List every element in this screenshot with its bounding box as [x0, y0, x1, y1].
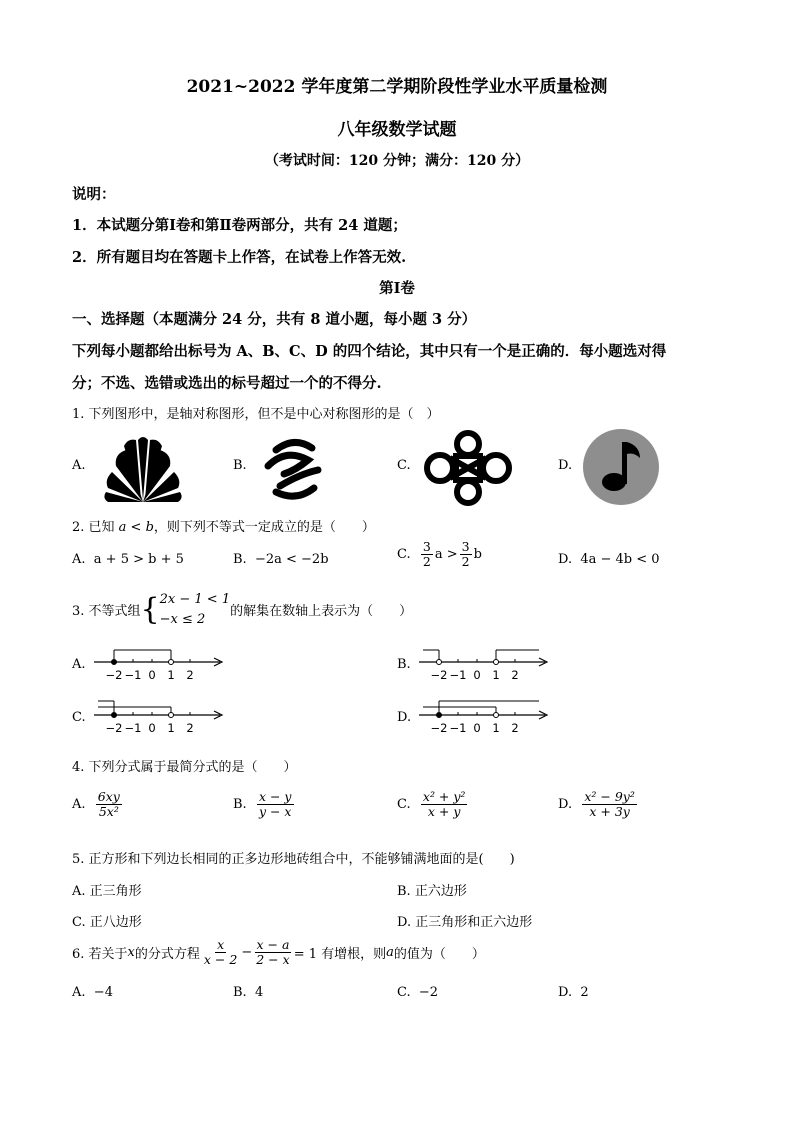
number-line-tick-label: −1 — [124, 668, 142, 682]
q3-number-line-c — [92, 693, 227, 738]
q6-option-c-text: −2 — [418, 985, 439, 1000]
number-line-tick-label: −1 — [124, 721, 142, 735]
q2-c-frac2-den: 2 — [461, 554, 470, 570]
q2-option-c-label: C. — [397, 547, 411, 563]
q2-c-frac2-num: 3 — [461, 539, 470, 554]
q6-stem-prefix: 6. 若关于 — [72, 947, 128, 963]
q4-option-a — [72, 790, 124, 820]
number-line-tick-label: 1 — [492, 668, 500, 682]
q1-stem: 1. 下列图形中，是轴对称图形，但不是中心对称图形的是（ ） — [72, 407, 440, 422]
number-line-tick-label: 0 — [473, 668, 481, 682]
q3-stem-suffix: 的解集在数轴上表示为（ ） — [230, 604, 413, 619]
q6-stem-mid: 的分式方程 — [134, 947, 200, 963]
solid-dot — [437, 713, 442, 718]
q4-b-den: y − x — [258, 804, 292, 820]
number-line-tick-label: −2 — [105, 721, 123, 735]
q3-number-line-d — [417, 693, 552, 738]
q6-option-b-text: 4 — [254, 985, 264, 1000]
q6-option-c-label: C. — [397, 985, 411, 1000]
volume-title: 第Ⅰ卷 — [379, 280, 415, 297]
q3-number-line-b — [417, 640, 552, 685]
open-dot — [494, 660, 499, 665]
q6-eq: = 1 有增根，则 — [293, 947, 387, 963]
number-line-tick-label: −1 — [449, 668, 467, 682]
q6-option-c — [397, 985, 438, 1000]
q4-d-num: x² − 9y² — [584, 789, 635, 804]
china-unicom-logo-icon — [420, 430, 516, 506]
q6-frac2-num: x − a — [256, 937, 290, 952]
q3-option-b-label: B. — [397, 657, 411, 672]
number-line-tick-label: −1 — [449, 721, 467, 735]
q4-option-b-label: B. — [233, 797, 247, 813]
q1-option-b-label: B. — [233, 458, 247, 473]
q6-option-a-text: −4 — [93, 985, 113, 1000]
q1-option-c-label: C. — [397, 458, 411, 473]
q2-option-d — [558, 552, 660, 567]
section-heading: 一、选择题（本题满分 24 分，共有 8 道小题，每小题 3 分） — [72, 311, 477, 328]
section-instruction-1: 下列每小题都给出标号为 A、B、C、D 的四个结论，其中只有一个是正确的．每小题选对得 — [72, 343, 667, 360]
china-mobile-logo-icon — [256, 430, 332, 506]
number-line-tick-label: 0 — [473, 721, 481, 735]
q4-option-d-label: D. — [558, 797, 573, 813]
q6-frac1-num: x — [217, 937, 225, 952]
q6-stem — [72, 938, 485, 968]
music-note-icon — [582, 428, 660, 506]
q2-option-a-text: a + 5 > b + 5 — [93, 552, 184, 567]
q2-stem — [72, 516, 375, 535]
q1-option-a-label: A. — [72, 458, 86, 473]
open-dot — [169, 713, 174, 718]
q4-d-den: x + 3y — [589, 804, 630, 820]
number-line-tick-label: 1 — [492, 721, 500, 735]
q4-option-c — [397, 790, 469, 820]
q2-stem-prefix: 2. 已知 — [72, 520, 119, 535]
q4-option-b — [233, 790, 296, 820]
exam-info: （考试时间：120 分钟；满分：120 分） — [264, 153, 530, 169]
number-line-tick-label: −2 — [105, 668, 123, 682]
q6-option-d — [558, 985, 589, 1000]
q2-option-b-label: B. — [233, 552, 247, 567]
q5-option-a: A. 正三角形 — [72, 884, 142, 899]
q4-a-den: 5x² — [98, 804, 119, 820]
number-line-tick-label: −2 — [430, 721, 448, 735]
q2-option-b-text: −2a < −2b — [254, 552, 329, 567]
q2-option-c — [397, 540, 482, 570]
q4-option-c-label: C. — [397, 797, 411, 813]
q6-option-a-label: A. — [72, 985, 86, 1000]
q3-stem-prefix: 3. 不等式组 — [72, 604, 141, 619]
q6-frac2-den: 2 − x — [256, 952, 290, 968]
number-line-tick-label: −2 — [430, 668, 448, 682]
q4-stem: 4. 下列分式属于最简分式的是（ ） — [72, 760, 297, 775]
q6-option-a — [72, 985, 113, 1000]
q6-var-x: x — [127, 945, 135, 961]
q2-stem-math: a < b — [118, 520, 154, 535]
q1-option-d-label: D. — [558, 458, 573, 473]
number-line-tick-label: 1 — [167, 721, 175, 735]
number-line-tick-label: 2 — [186, 668, 194, 682]
q2-c-frac1-num: 3 — [422, 539, 431, 554]
q3-stem — [72, 590, 412, 629]
q6-stem-suffix: 的值为（ ） — [393, 947, 485, 963]
section-instruction-2: 分；不选、选错或选出的标号超过一个的不得分. — [72, 375, 382, 392]
q4-option-d — [558, 790, 639, 820]
exam-subtitle: 八年级数学试题 — [337, 120, 457, 140]
number-line-tick-label: 2 — [511, 721, 519, 735]
q3-option-d-label: D. — [397, 710, 412, 725]
q3-inequality-1: 2x − 1 < 1 — [159, 592, 231, 607]
notes-heading: 说明： — [72, 186, 116, 203]
open-dot — [437, 660, 442, 665]
q5-option-b: B. 正六边形 — [397, 884, 467, 899]
q3-option-a-label: A. — [72, 657, 86, 672]
q2-c-end: b — [473, 547, 482, 563]
q4-c-den: x + y — [427, 804, 461, 820]
number-line-tick-label: 2 — [186, 721, 194, 735]
q3-inequality-2: −x ≤ 2 — [159, 611, 206, 627]
q2-c-frac1-den: 2 — [422, 554, 431, 570]
note-1: 1．本试题分第Ⅰ卷和第Ⅱ卷两部分，共有 24 道题； — [72, 217, 407, 234]
q2-option-a-label: A. — [72, 552, 86, 567]
q3-option-c-label: C. — [72, 710, 86, 725]
number-line-tick-label: 0 — [148, 721, 156, 735]
q5-stem: 5. 正方形和下列边长相同的正多边形地砖组合中，不能够铺满地面的是( ) — [72, 852, 515, 867]
q5-option-d: D. 正三角形和正六边形 — [397, 915, 533, 930]
q2-option-b — [233, 552, 329, 567]
note-2: 2．所有题目均在答题卡上作答，在试卷上作答无效. — [72, 249, 407, 266]
solid-dot — [112, 660, 117, 665]
q6-minus: − — [241, 945, 253, 961]
q2-stem-suffix: ，则下列不等式一定成立的是（ ） — [153, 520, 375, 535]
q3-system — [160, 590, 230, 629]
q6-option-d-text: 2 — [580, 985, 589, 1000]
q4-a-num: 6xy — [97, 789, 120, 804]
q5-option-c: C. 正八边形 — [72, 915, 142, 930]
q2-option-d-text: 4a − 4b < 0 — [580, 552, 660, 567]
q2-c-mid: a > — [434, 547, 458, 563]
q6-frac1-den: x − 2 — [203, 952, 238, 968]
q2-option-d-label: D. — [558, 552, 573, 567]
q4-b-num: x − y — [258, 789, 292, 804]
solid-dot — [112, 713, 117, 718]
q6-option-b — [233, 985, 263, 1000]
q4-c-num: x² + y² — [422, 789, 466, 804]
q6-option-b-label: B. — [233, 985, 247, 1000]
number-line-tick-label: 0 — [148, 668, 156, 682]
q6-option-d-label: D. — [558, 985, 573, 1000]
open-dot — [169, 660, 174, 665]
huawei-logo-icon — [98, 432, 188, 504]
q3-number-line-a — [92, 640, 227, 685]
number-line-tick-label: 2 — [511, 668, 519, 682]
exam-title: 2021~2022 学年度第二学期阶段性学业水平质量检测 — [186, 77, 608, 97]
q6-var-a: a — [386, 945, 394, 961]
q4-option-a-label: A. — [72, 797, 86, 813]
q3-brace: { — [140, 591, 160, 627]
open-dot — [494, 713, 499, 718]
q2-option-a — [72, 552, 184, 567]
number-line-tick-label: 1 — [167, 668, 175, 682]
